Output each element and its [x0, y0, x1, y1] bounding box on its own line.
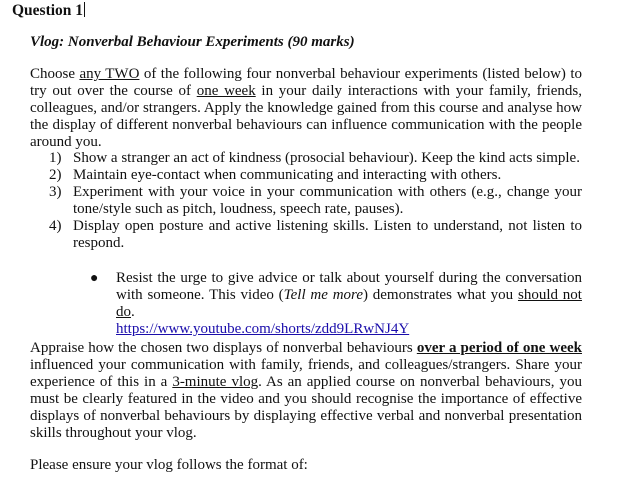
intro-text-3: in your daily interactions with your family, friends, colleagues, and/or strangers. Apply the knowledge gained from this course and analyse how the display of different nonverbal behaviours can influence communication with the people around you. [30, 83, 582, 150]
appraise-emphasis-period: over a period of one week [416, 340, 583, 356]
experiment-text: Show a stranger an act of kindness (prosocial behaviour). Keep the kind acts simple. [73, 150, 580, 166]
intro-text-2: of the following four nonverbal behaviour experiments (listed below) to try out over the course of [30, 66, 583, 99]
assignment-title: Vlog: Nonverbal Behaviour Experiments (90 marks) [30, 34, 355, 50]
experiment-number: 2) [49, 167, 62, 183]
experiment-item [49, 167, 582, 184]
appraise-emphasis-vlog-length: 3-minute vlog [172, 374, 259, 390]
intro-emphasis-any-two: any TWO [79, 66, 140, 82]
experiment-item [49, 218, 582, 252]
experiments-list [49, 150, 582, 252]
appraise-text-3: . As an applied course on nonverbal behaviours, you must be clearly featured in the video and you should recognise the importance of effective displays of nonverbal behaviours by displaying effective verbal and nonverbal presentation skills throughout your vlog. [30, 374, 582, 441]
tip-emphasis: should not do [116, 287, 582, 320]
appraise-paragraph [30, 340, 582, 442]
video-title: Tell me more [283, 287, 363, 303]
appraise-text-2: influenced your communication with family, friends, and colleagues/strangers. Share your experience of this in a [30, 357, 582, 390]
tip-text-2: ) demonstrates what you [362, 287, 518, 303]
question-heading [12, 2, 85, 20]
intro-emphasis-one-week: one week [196, 83, 256, 99]
intro-paragraph [30, 66, 582, 151]
closing-paragraph: Please ensure your vlog follows the format of: [30, 457, 308, 473]
question-label: Question 1 [12, 2, 84, 19]
tip-text-3: . [131, 304, 135, 320]
text-cursor [84, 2, 85, 17]
video-link[interactable]: https://www.youtube.com/shorts/zdd9LRwNJ4Y [116, 321, 410, 337]
experiment-number: 1) [49, 150, 62, 166]
experiment-text: Display open posture and active listening skills. Listen to understand, not listen to respond. [73, 218, 582, 251]
experiment-item [49, 184, 582, 218]
listening-tip [90, 270, 582, 338]
experiment-number: 4) [49, 218, 62, 234]
tip-text-1: Resist the urge to give advice or talk about yourself during the conversation with someone. This video ( [116, 270, 582, 303]
intro-text-1: Choose [30, 66, 80, 82]
experiment-text: Experiment with your voice in your communication with others (e.g., change your tone/style such as pitch, loudness, speech rate, pauses). [73, 184, 582, 217]
experiment-text: Maintain eye-contact when communicating and interacting with others. [73, 167, 502, 183]
experiment-number: 3) [49, 184, 62, 200]
listening-tip-text [96, 270, 582, 338]
bullet-dot-icon: ● [90, 271, 99, 286]
experiment-item [49, 150, 582, 167]
appraise-text-1: Appraise how the chosen two displays of nonverbal behaviours [30, 340, 417, 356]
